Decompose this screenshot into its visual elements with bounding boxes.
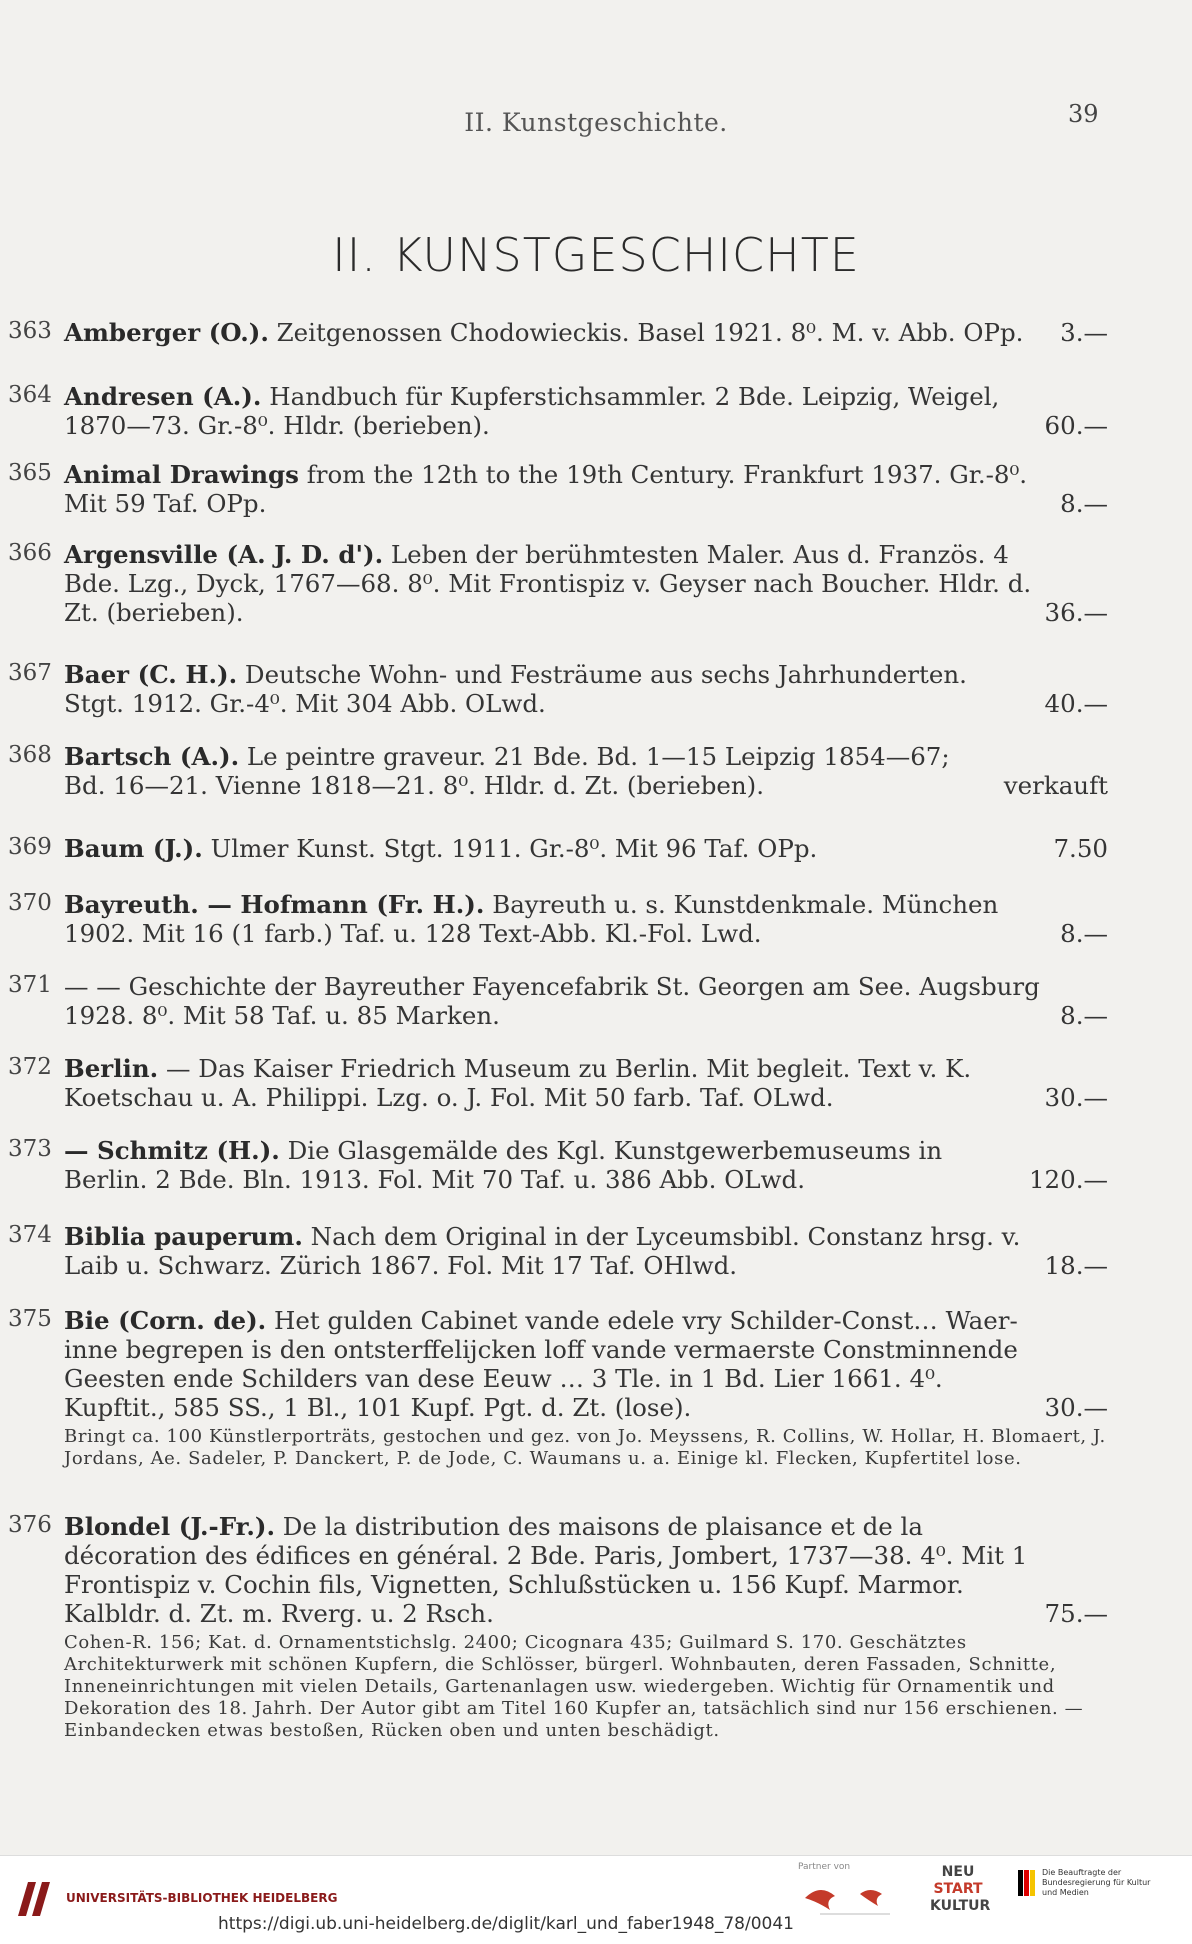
entry-number: 365	[8, 460, 52, 486]
entry-body	[64, 540, 1108, 627]
entry-number: 366	[8, 540, 52, 566]
digitization-footer	[0, 1855, 1192, 1944]
neustart-kultur-logo	[930, 1864, 991, 1915]
entry-price: verkauft	[1003, 771, 1108, 800]
entry-body	[64, 1054, 1108, 1112]
entry-author: Argensville (A. J. D. d').	[64, 540, 384, 569]
entry-author: Bartsch (A.).	[64, 742, 240, 771]
entry-text: Nach dem Original in der Lyceumsbibl. Constanz hrsg. v. Laib u. Schwarz. Zürich 1867. Fol. Mit 17 Taf. OHlwd.	[64, 1222, 1021, 1280]
entry-text: Zeitgenossen Chodowieckis. Basel 1921. 8⁰. M. v. Abb. OPp.	[268, 318, 1024, 347]
entry-author: Baum (J.).	[64, 834, 203, 863]
entry-number: 367	[8, 660, 52, 686]
entry-text: from the 12th to the 19th Century. Frankfurt 1937. Gr.-8⁰. Mit 59 Taf. OPp.	[64, 460, 1028, 518]
neustart-line: NEU	[941, 1864, 975, 1880]
entry-body	[64, 660, 1108, 718]
entry-note: Bringt ca. 100 Künstlerporträts, gestochen und gez. von Jo. Meyssens, R. Collins, W. Hollar, H. Blomaert, J. Jordans, Ae. Sadeler, P. Danckert, P. de Jode, C. Waumans u. a. Einige kl. Flecken, Kupfertitel lose.	[64, 1426, 1106, 1469]
entry-number: 364	[8, 382, 52, 408]
entry-author: Bie (Corn. de).	[64, 1306, 267, 1335]
entry-author: Biblia pauperum.	[64, 1222, 303, 1251]
entry-body	[64, 890, 1108, 948]
entry-price: 8.—	[1060, 919, 1108, 948]
entry-body	[64, 382, 1108, 440]
entry-price: 18.—	[1044, 1251, 1108, 1280]
entry-author: Animal Drawings	[64, 460, 299, 489]
entry-text: — Das Kaiser Friedrich Museum zu Berlin. Mit begleit. Text v. K. Koetschau u. A. Philippi. Lzg. o. J. Fol. Mit 50 farb. Taf. OLwd.	[64, 1054, 972, 1112]
entry-number: 370	[8, 890, 52, 916]
entry-body	[64, 1306, 1108, 1470]
partner-label: Partner von	[798, 1862, 851, 1872]
entry-text: Die Glasgemälde des Kgl. Kunstgewerbemuseums in Berlin. 2 Bde. Bln. 1913. Fol. Mit 70 Taf. u. 386 Abb. OLwd.	[64, 1136, 943, 1194]
federal-eagle-icon	[1016, 1868, 1036, 1898]
entry-author: Blondel (J.-Fr.).	[64, 1512, 275, 1541]
entry-author: — Schmitz (H.).	[64, 1136, 280, 1165]
entry-body	[64, 1512, 1108, 1742]
entry-price: 30.—	[1044, 1393, 1108, 1422]
entry-number: 368	[8, 742, 52, 768]
entry-text: Leben der berühmtesten Maler. Aus d. Französ. 4 Bde. Lzg., Dyck, 1767—68. 8⁰. Mit Frontispiz v. Geyser nach Boucher. Hldr. d. Zt. (berieben).	[64, 540, 1032, 627]
entry-number: 375	[8, 1306, 52, 1332]
neustart-line: KULTUR	[930, 1898, 991, 1914]
entry-text: — — Geschichte der Bayreuther Fayencefabrik St. Georgen am See. Augsburg 1928. 8⁰. Mit 58 Taf. u. 85 Marken.	[64, 972, 1040, 1030]
entry-price: 120.—	[1028, 1165, 1108, 1194]
entry-text: Ulmer Kunst. Stgt. 1911. Gr.-8⁰. Mit 96 Taf. OPp.	[202, 834, 818, 863]
entry-price: 7.50	[1053, 834, 1108, 863]
entry-number: 363	[8, 318, 52, 344]
entry-price: 75.—	[1044, 1599, 1108, 1628]
entry-text: Het gulden Cabinet vande edele vry Schilder-Const… Waer-inne begrepen is den ontsterffelijcken loff vande vermaerste Constminnende Geesten ende Schilders van dese Eeuw … 3 Tle. in 1 Bd. Lier 1661. 4⁰. Kupftit., 585 SS., 1 Bl., 101 Kupf. Pgt. d. Zt. (lose).	[64, 1306, 1018, 1422]
entry-price: 36.—	[1044, 598, 1108, 627]
entry-number: 369	[8, 834, 52, 860]
library-emblem-icon	[14, 1876, 56, 1920]
entry-body	[64, 1136, 1108, 1194]
entry-body	[64, 318, 1108, 347]
page-number: 39	[1068, 100, 1099, 128]
section-title: II. KUNSTGESCHICHTE	[332, 228, 860, 282]
entry-price: 30.—	[1044, 1083, 1108, 1112]
entry-number: 372	[8, 1054, 52, 1080]
entry-author: Bayreuth. — Hofmann (Fr. H.).	[64, 890, 485, 919]
entry-body	[64, 460, 1108, 518]
entry-author: Amberger (O.).	[64, 318, 269, 347]
entry-text: Handbuch für Kupferstichsammler. 2 Bde. Leipzig, Weigel, 1870—73. Gr.-8⁰. Hldr. (berieben).	[64, 382, 1000, 440]
entry-body	[64, 1222, 1108, 1280]
entry-author: Baer (C. H.).	[64, 660, 238, 689]
entry-price: 60.—	[1044, 411, 1108, 440]
entry-text: Deutsche Wohn- und Festräume aus sechs Jahrhunderten. Stgt. 1912. Gr.-4⁰. Mit 304 Abb. OLwd.	[64, 660, 967, 718]
entry-number: 373	[8, 1136, 52, 1162]
entry-price: 8.—	[1060, 1001, 1108, 1030]
neustart-line: START	[933, 1881, 983, 1897]
running-head: II. Kunstgeschichte.	[464, 108, 728, 137]
entry-text: De la distribution des maisons de plaisance et de la décoration des édifices en général. 2 Bde. Paris, Jombert, 1737—38. 4⁰. Mit 1 Frontispiz v. Cochin fils, Vignetten, Schlußstücken u. 156 Kupf. Marmor. Kalbldr. d. Zt. m. Rverg. u. 2 Rsch.	[64, 1512, 1028, 1628]
entry-body	[64, 742, 1108, 800]
entry-note: Cohen-R. 156; Kat. d. Ornamentstichslg. 2400; Cicognara 435; Guilmard S. 170. Geschätztes Architekturwerk mit schönen Kupfern, die Schlösser, bürgerl. Wohnbauten, deren Fassaden, Schnitte, Inneneinrichtungen mit vielen Details, Gartenanlagen usw. wiedergeben. Wichtig für Ornamentik und Dekoration des 18. Jahrh. Der Autor gibt am Titel 160 Kupfer an, tatsächlich sind nur 156 erschienen. — Einbandecken etwas bestoßen, Rücken oben und unten beschädigt.	[64, 1632, 1084, 1741]
entry-number: 374	[8, 1222, 52, 1248]
bkm-logo	[1016, 1868, 1152, 1898]
library-name: UNIVERSITÄTS-BIBLIOTHEK HEIDELBERG	[66, 1891, 338, 1905]
entry-number: 376	[8, 1512, 52, 1538]
entry-price: 8.—	[1060, 489, 1108, 518]
entry-body	[64, 972, 1108, 1030]
entry-body	[64, 834, 1108, 863]
entry-number: 371	[8, 972, 52, 998]
bkm-text: Die Beauftragte der Bundesregierung für Kultur und Medien	[1042, 1868, 1151, 1897]
entry-text: Le peintre graveur. 21 Bde. Bd. 1—15 Leipzig 1854—67; Bd. 16—21. Vienne 1818—21. 8⁰. Hldr. d. Zt. (berieben).	[64, 742, 950, 800]
partner-bird-icon	[800, 1878, 900, 1918]
entry-text: Bayreuth u. s. Kunstdenkmale. München 1902. Mit 16 (1 farb.) Taf. u. 128 Text-Abb. Kl.-Fol. Lwd.	[64, 890, 999, 948]
entry-price: 3.—	[1060, 318, 1108, 347]
entry-author: Andresen (A.).	[64, 382, 262, 411]
entry-author: Berlin.	[64, 1054, 159, 1083]
permalink-url[interactable]: https://digi.ub.uni-heidelberg.de/diglit/karl_und_faber1948_78/0041	[218, 1914, 794, 1934]
entry-price: 40.—	[1044, 689, 1108, 718]
